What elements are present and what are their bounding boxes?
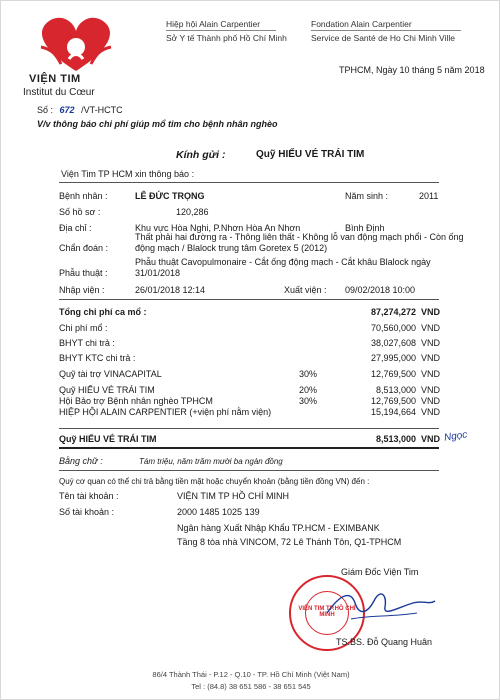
bank-name: Ngân hàng Xuất Nhập Khẩu TP.HCM - EXIMBANK bbox=[177, 523, 380, 533]
patient-name: LÊ ĐỨC TRỌNG bbox=[135, 191, 205, 201]
cost-row-unit: VND bbox=[421, 338, 441, 348]
cost-row-label: Hội Bảo trợ Bệnh nhân nghèo TPHCM bbox=[59, 396, 213, 406]
addressee-name: Quỹ HIẾU VÉ TRÁI TIM bbox=[256, 149, 365, 160]
diagnosis: Thất phải hai đường ra - Thông liên thất - Không lỗ van động mạch phổi - Còn ống động mạch / Blalock trung tâm Goretex 5 (2012) bbox=[135, 232, 464, 253]
cost-row-unit: VND bbox=[421, 323, 441, 333]
cost-row-amount: 70,560,000 bbox=[370, 323, 416, 333]
header-divider-left bbox=[166, 30, 276, 31]
logo-name: VIỆN TIM bbox=[29, 73, 81, 85]
cost-row-label: Quỹ HIẾU VÉ TRÁI TIM bbox=[59, 385, 155, 395]
section-divider bbox=[59, 182, 439, 183]
handwritten-signature bbox=[321, 585, 441, 625]
subject-line: V/v thông báo chi phí giúp mổ tim cho bệnh nhân nghèo bbox=[37, 119, 278, 129]
bank-address: Tầng 8 tòa nhà VINCOM, 72 Lê Thánh Tôn, Q1-TPHCM bbox=[177, 537, 402, 547]
payment-note: Quý cơ quan có thể chi trả bằng tiền mặt hoặc chuyển khoản (bằng tiền đồng VN) đến : bbox=[59, 477, 370, 486]
record-number-label: Số hồ sơ : bbox=[59, 207, 101, 217]
surgery-label: Phẫu thuật : bbox=[59, 268, 108, 278]
section-divider bbox=[59, 299, 439, 300]
kinh-gui-label: Kính gửi : bbox=[176, 149, 226, 161]
total-divider-top bbox=[59, 428, 439, 429]
so-suffix: /VT-HCTC bbox=[81, 105, 123, 115]
org-left-line2: Sở Y tế Thành phố Hồ Chí Minh bbox=[166, 33, 287, 43]
total-divider-bottom bbox=[59, 447, 439, 449]
total-label: Quỹ HIẾU VÉ TRÁI TIM bbox=[59, 434, 157, 444]
cost-row-label: Tổng chi phí ca mổ : bbox=[59, 307, 147, 317]
cost-row-amount: 87,274,272 bbox=[370, 307, 416, 317]
section-divider bbox=[59, 470, 439, 471]
amount-in-words: Tám triệu, năm trăm mười ba ngàn đồng bbox=[139, 457, 283, 466]
account-name: VIỆN TIM TP HỒ CHÍ MINH bbox=[177, 491, 290, 501]
discharge-date: 09/02/2018 10:00 bbox=[345, 285, 416, 295]
cost-row-amount: 12,769,500 bbox=[370, 369, 416, 379]
total-amount: 8,513,000 bbox=[375, 434, 416, 444]
total-unit: VND bbox=[421, 434, 441, 444]
cost-row-unit: VND bbox=[421, 385, 441, 395]
logo-subtitle: Institut du Cœur bbox=[23, 87, 95, 98]
cost-row-label: Quỹ tài trợ VINACAPITAL bbox=[59, 369, 162, 379]
cost-row-amount: 38,027,608 bbox=[370, 338, 416, 348]
stamp-text: VIỆN TIM TP.HỒ CHÍ MINH bbox=[298, 606, 356, 618]
cost-row-label: Chi phí mổ : bbox=[59, 323, 108, 333]
so-label: Số : bbox=[37, 105, 54, 115]
province: Bình Định bbox=[345, 223, 385, 233]
cost-row-percent: 30% bbox=[299, 396, 318, 406]
reference-number bbox=[37, 105, 123, 115]
cost-row-label: HIỆP HỘI ALAIN CARPENTIER (+viện phí nằm viện) bbox=[59, 407, 272, 417]
signatory-name: TS.BS. Đỗ Quang Huân bbox=[336, 637, 433, 647]
cost-row-amount: 15,194,664 bbox=[370, 407, 416, 417]
org-right-line1: Fondation Alain Carpentier bbox=[311, 19, 412, 29]
cost-row-label: BHYT KTC chi trả : bbox=[59, 353, 136, 363]
admission-label: Nhập viện : bbox=[59, 285, 105, 295]
cost-row-unit: VND bbox=[421, 307, 441, 317]
footer-phone: Tel : (84.8) 38 651 586 - 38 651 545 bbox=[191, 682, 311, 691]
footer-address: 86/4 Thành Thái - P.12 - Q.10 - TP. Hồ Chí Minh (Việt Nam) bbox=[152, 670, 350, 679]
amount-in-words-label: Bằng chữ : bbox=[59, 456, 103, 466]
admission-date: 26/01/2018 12:14 bbox=[135, 285, 206, 295]
cost-row-label: BHYT chi trả : bbox=[59, 338, 115, 348]
cost-row-percent: 20% bbox=[299, 385, 318, 395]
signatory-title: Giám Đốc Viện Tim bbox=[341, 567, 419, 577]
cost-row-unit: VND bbox=[421, 353, 441, 363]
intro-text: Viện Tim TP HCM xin thông báo : bbox=[61, 169, 195, 179]
cost-row-unit: VND bbox=[421, 369, 441, 379]
cost-row-unit: VND bbox=[421, 396, 441, 406]
record-number: 120,286 bbox=[176, 207, 209, 217]
cost-row-percent: 30% bbox=[299, 369, 318, 379]
birth-year: 2011 bbox=[419, 191, 439, 201]
cost-row-amount: 27,995,000 bbox=[370, 353, 416, 363]
cost-row-amount: 12,769,500 bbox=[370, 396, 416, 406]
document-date: TPHCM, Ngày 10 tháng 5 năm 2018 bbox=[339, 65, 485, 75]
header-divider-right bbox=[311, 30, 461, 31]
so-number: 672 bbox=[59, 105, 75, 115]
handwritten-note: Ngọc bbox=[443, 429, 469, 444]
address: Khu vực Hòa Nghi, P.Nhơn Hòa An Nhơn bbox=[135, 223, 301, 233]
discharge-label: Xuất viện : bbox=[284, 285, 327, 295]
account-number-label: Số tài khoản : bbox=[59, 507, 115, 517]
cost-row-amount: 8,513,000 bbox=[375, 385, 416, 395]
account-number: 2000 1485 1025 139 bbox=[177, 507, 260, 517]
account-name-label: Tên tài khoản : bbox=[59, 491, 119, 501]
surgery: Phẫu thuật Cavopulmonaire - Cắt ống động mạch - Cắt khâu Blalock ngày 31/01/2018 bbox=[135, 257, 431, 278]
birth-year-label: Năm sinh : bbox=[345, 191, 389, 201]
vien-tim-logo bbox=[21, 9, 131, 99]
org-right-line2: Service de Santé de Ho Chi Minh Ville bbox=[311, 33, 455, 43]
patient-name-label: Bệnh nhân : bbox=[59, 191, 108, 201]
cost-row-unit: VND bbox=[421, 407, 441, 417]
diagnosis-label: Chẩn đoán : bbox=[59, 243, 109, 253]
org-left-line1: Hiệp hội Alain Carpentier bbox=[166, 19, 261, 29]
address-label: Địa chỉ : bbox=[59, 223, 92, 233]
